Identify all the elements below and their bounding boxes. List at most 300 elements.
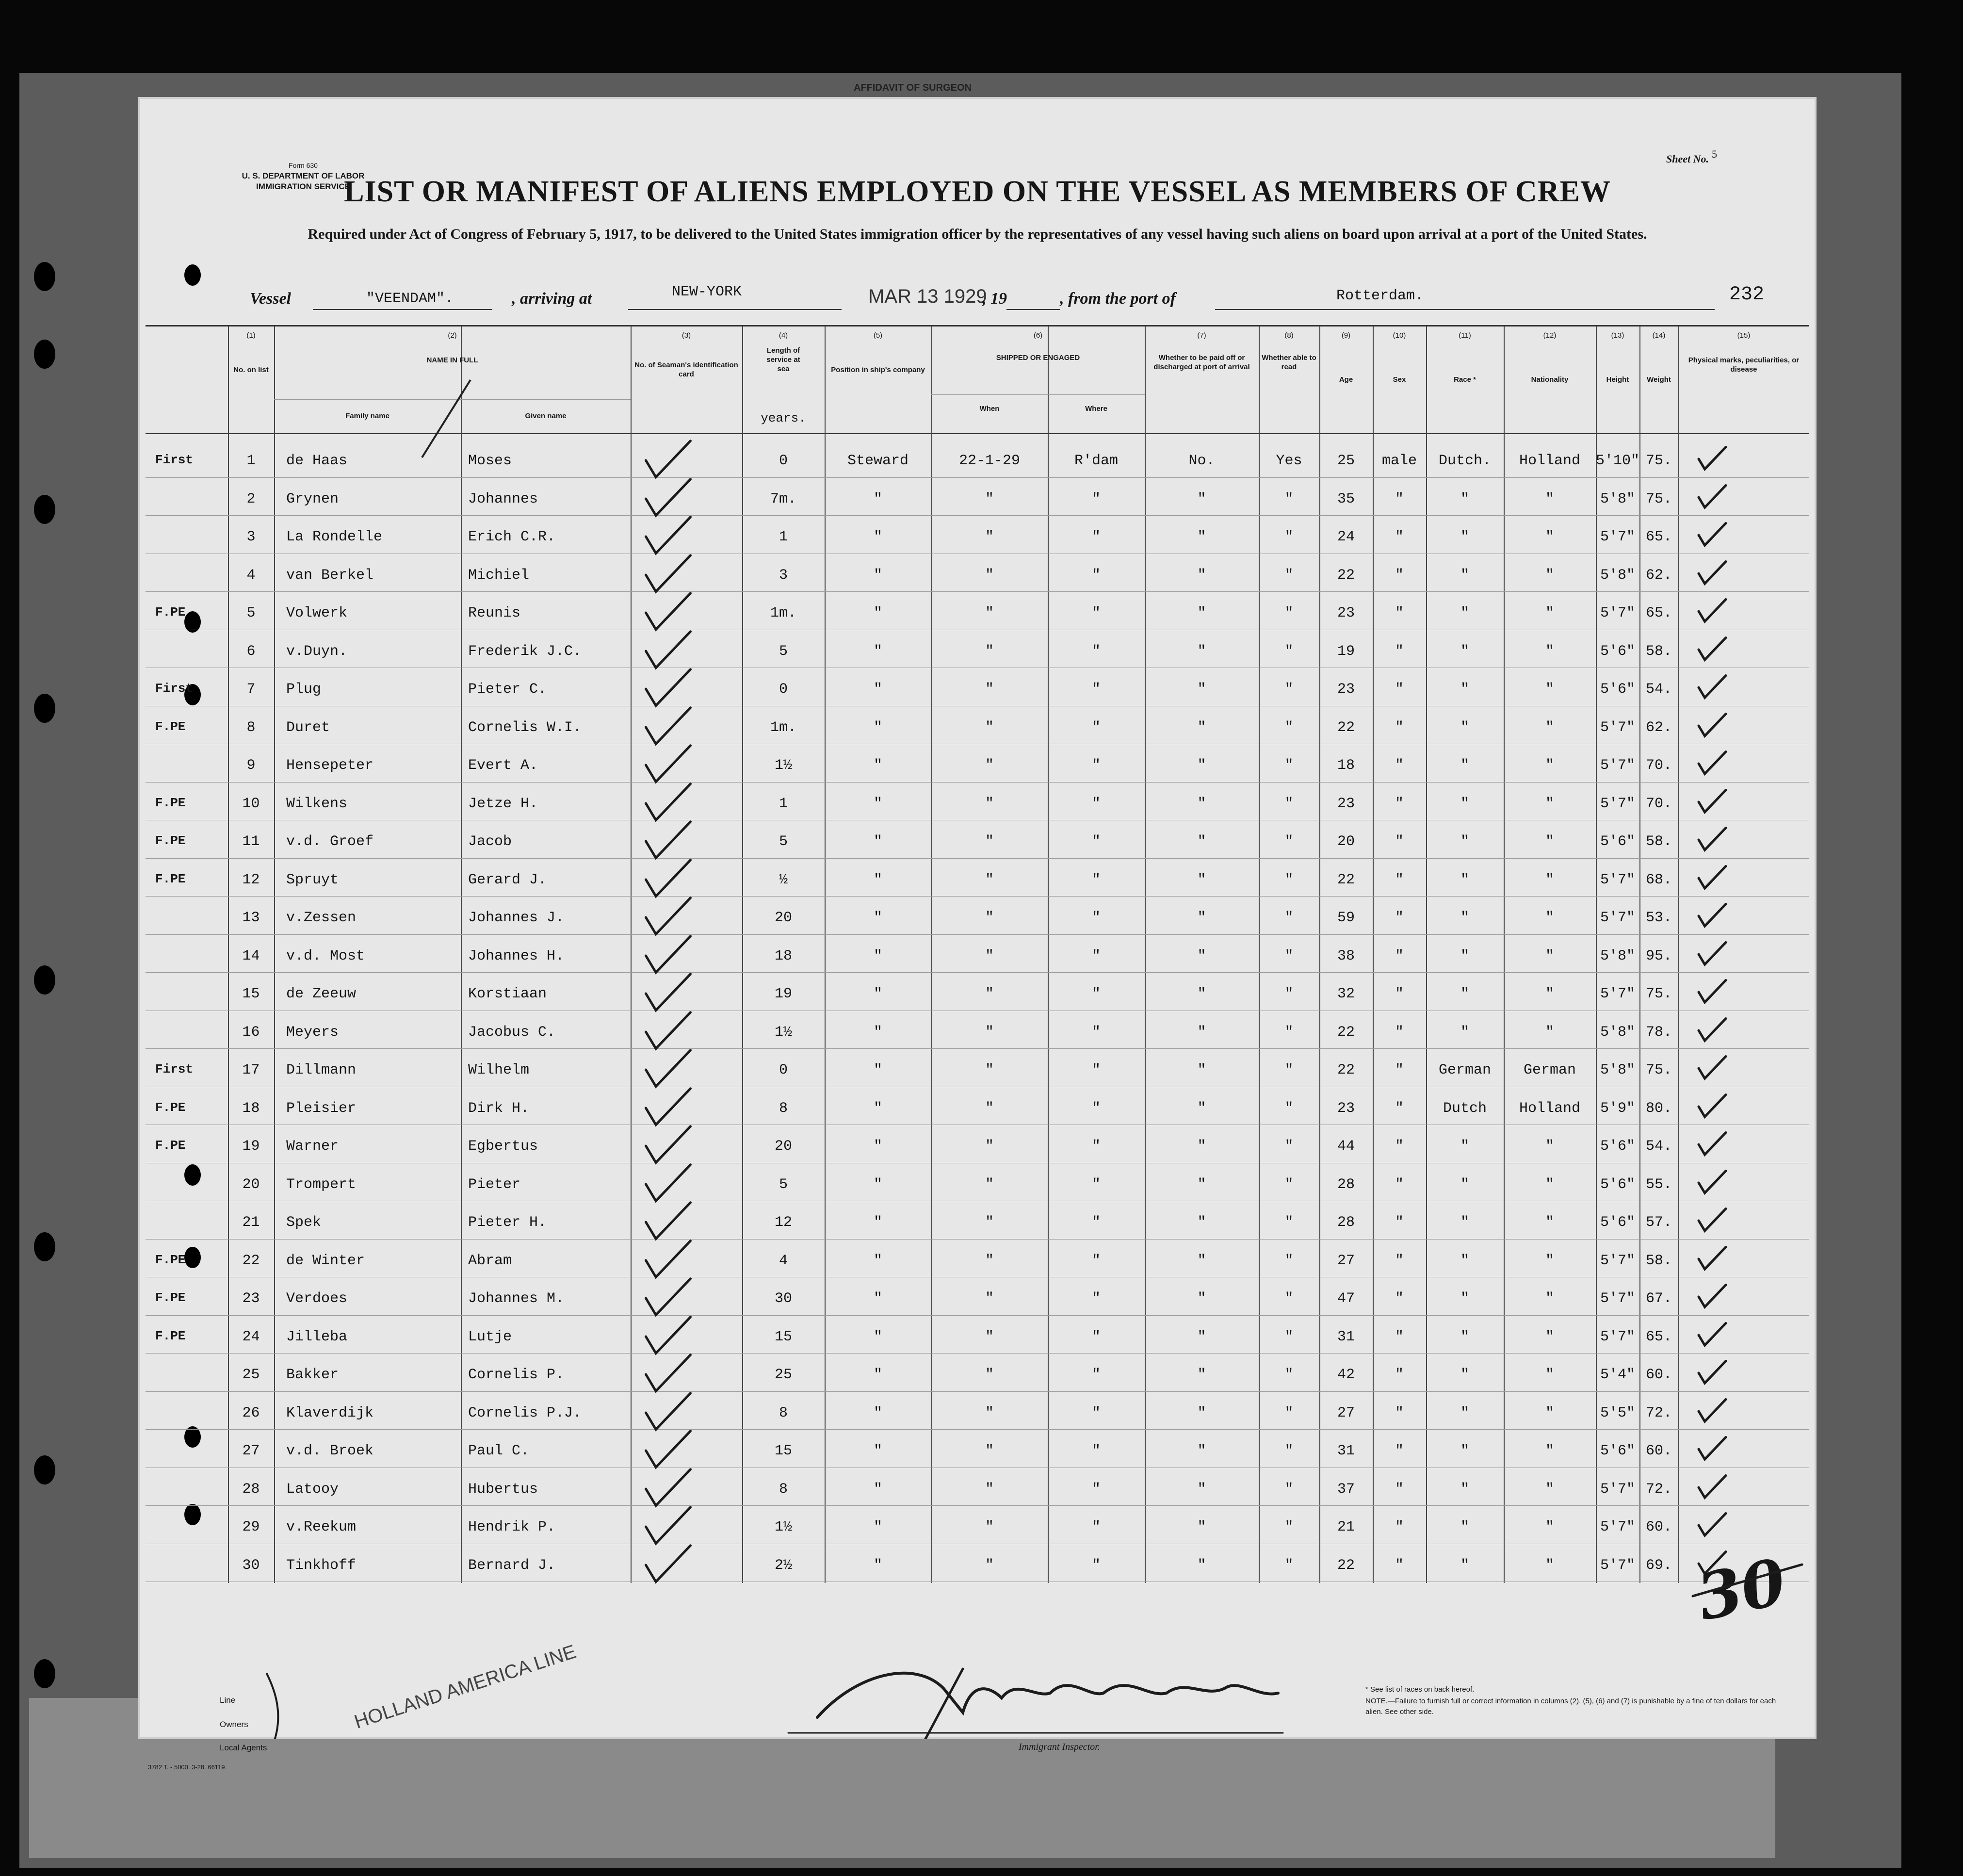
given-name: Hendrik P.	[468, 1519, 556, 1535]
family-name: de Haas	[286, 453, 348, 469]
height: 5'10"	[1596, 453, 1640, 469]
shipped-when: "	[985, 1519, 994, 1535]
paid-off: "	[1197, 490, 1206, 507]
sex: "	[1395, 1100, 1404, 1117]
header-seaman-card: No. of Seaman's identification card	[634, 361, 738, 378]
able-to-read: "	[1284, 1024, 1294, 1041]
list-number: 25	[242, 1367, 260, 1383]
vessel-label: Vessel	[250, 290, 291, 308]
shipped-where: "	[1091, 986, 1101, 1002]
paid-off: "	[1197, 986, 1206, 1002]
shipped-when: "	[985, 1138, 994, 1155]
shipped-when: "	[985, 947, 994, 964]
margin-note: F.PE	[155, 833, 186, 848]
family-name: Volwerk	[286, 605, 348, 621]
nationality: "	[1545, 1024, 1554, 1041]
position: "	[873, 490, 882, 507]
given-name: Johannes	[468, 490, 538, 507]
able-to-read: "	[1284, 1100, 1294, 1117]
height: 5'7"	[1600, 605, 1635, 621]
list-number: 23	[242, 1290, 260, 1307]
given-name: Jetze H.	[468, 795, 538, 812]
race: Dutch.	[1438, 453, 1492, 469]
shipped-when: "	[985, 1176, 994, 1193]
height: 5'7"	[1600, 757, 1635, 774]
list-number: 13	[242, 910, 260, 926]
position: "	[873, 1481, 882, 1498]
list-number: 16	[242, 1024, 260, 1041]
family-name: Plug	[286, 681, 322, 698]
signature	[817, 1673, 1278, 1717]
holland-america-stamp: HOLLAND AMERICA LINE	[352, 1641, 579, 1733]
race: "	[1460, 910, 1469, 926]
column-number: (13)	[1611, 331, 1624, 340]
list-number: 8	[246, 719, 256, 736]
header-length-service: Length of service at sea	[766, 346, 800, 373]
sex: "	[1395, 947, 1404, 964]
able-to-read: "	[1284, 1062, 1294, 1078]
length-of-service: 1	[779, 529, 788, 545]
able-to-read: "	[1284, 605, 1294, 621]
able-to-read: "	[1284, 529, 1294, 545]
length-of-service: 25	[774, 1367, 792, 1383]
weight: 75.	[1645, 453, 1672, 469]
paid-off: "	[1197, 1252, 1206, 1269]
paid-off: "	[1197, 910, 1206, 926]
race: "	[1460, 1404, 1469, 1421]
height: 5'6"	[1600, 1176, 1635, 1193]
shipped-when: "	[985, 795, 994, 812]
height: 5'6"	[1600, 1443, 1635, 1459]
height: 5'8"	[1600, 1024, 1635, 1041]
shipped-where: "	[1091, 1062, 1101, 1078]
length-of-service: 1½	[774, 757, 792, 774]
family-name: Hensepeter	[286, 757, 374, 774]
paid-off: "	[1197, 1290, 1206, 1307]
able-to-read: "	[1284, 719, 1294, 736]
paid-off: No.	[1188, 453, 1215, 469]
race: "	[1460, 871, 1469, 888]
paid-off: "	[1197, 1519, 1206, 1535]
sex: "	[1395, 490, 1404, 507]
age: 27	[1337, 1404, 1355, 1421]
binder-hole	[34, 340, 55, 369]
able-to-read: Yes	[1276, 453, 1302, 469]
shipped-where: "	[1091, 910, 1101, 926]
column-number: (3)	[681, 331, 691, 340]
nationality: "	[1545, 795, 1554, 812]
list-number: 9	[246, 757, 256, 774]
given-name: Hubertus	[468, 1481, 538, 1498]
race: "	[1460, 490, 1469, 507]
weight: 80.	[1645, 1100, 1672, 1117]
department-name: U. S. DEPARTMENT OF LABOR	[242, 171, 365, 180]
service-name: IMMIGRATION SERVICE	[256, 182, 350, 191]
paid-off: "	[1197, 529, 1206, 545]
weight: 65.	[1645, 529, 1672, 545]
shipped-when: "	[985, 986, 994, 1002]
manifest-page	[138, 97, 1817, 1771]
position: "	[873, 1367, 882, 1383]
sex: "	[1395, 910, 1404, 926]
age: 32	[1337, 986, 1355, 1002]
position: "	[873, 1328, 882, 1345]
margin-note: First	[155, 681, 194, 696]
binder-hole	[34, 1455, 55, 1484]
weight: 65.	[1645, 605, 1672, 621]
column-number: (14)	[1652, 331, 1666, 340]
sex: "	[1395, 1176, 1404, 1193]
header-shipped: SHIPPED OR ENGAGED	[996, 354, 1080, 362]
length-of-service: 0	[779, 1062, 788, 1078]
family-name: Spek	[286, 1214, 322, 1231]
sex: male	[1381, 453, 1417, 469]
able-to-read: "	[1284, 1328, 1294, 1345]
paid-off: "	[1197, 567, 1206, 584]
given-name: Johannes J.	[468, 910, 565, 926]
weight: 60.	[1645, 1519, 1672, 1535]
able-to-read: "	[1284, 1214, 1294, 1231]
header-position: Position in ship's company	[831, 366, 925, 374]
list-number: 5	[246, 605, 256, 621]
sex: "	[1395, 1138, 1404, 1155]
shipped-where: "	[1091, 1024, 1101, 1041]
header-family-name: Family name	[345, 412, 389, 420]
shipped-when: "	[985, 681, 994, 698]
family-name: v.d. Most	[286, 947, 365, 964]
vessel-name: "VEENDAM".	[366, 291, 454, 307]
age: 22	[1337, 1062, 1355, 1078]
arriving-label: , arriving at	[512, 290, 592, 308]
shipped-when: "	[985, 529, 994, 545]
margin-note: F.PE	[155, 871, 186, 886]
position: "	[873, 871, 882, 888]
shipped-where: "	[1091, 1138, 1101, 1155]
race: "	[1460, 1252, 1469, 1269]
shipped-when: "	[985, 1100, 994, 1117]
position: "	[873, 1024, 882, 1041]
paid-off: "	[1197, 1443, 1206, 1459]
age: 37	[1337, 1481, 1355, 1498]
age: 20	[1337, 833, 1355, 850]
age: 27	[1337, 1252, 1355, 1269]
able-to-read: "	[1284, 1138, 1294, 1155]
margin-note: First	[155, 453, 194, 467]
position: Steward	[847, 453, 909, 469]
shipped-where: "	[1091, 871, 1101, 888]
position: "	[873, 986, 882, 1002]
nationality: "	[1545, 490, 1554, 507]
family-name: Jilleba	[286, 1328, 348, 1345]
nationality: "	[1545, 1290, 1554, 1307]
penalty-note: NOTE.—Failure to furnish full or correct information in columns (2), (5), (6) and (7) is punishable by a fine of ten dollars for each alien. See other side.	[1365, 1697, 1776, 1716]
height: 5'5"	[1600, 1404, 1635, 1421]
length-of-service: 15	[774, 1328, 792, 1345]
column-number: (2)	[448, 331, 457, 340]
column-number: (6)	[1033, 331, 1043, 340]
header-height: Height	[1606, 375, 1629, 384]
list-number: 26	[242, 1404, 260, 1421]
family-name: Bakker	[286, 1367, 339, 1383]
sex: "	[1395, 1481, 1404, 1498]
shipped-when: "	[985, 1062, 994, 1078]
given-name: Cornelis W.I.	[468, 719, 582, 736]
header-years: years.	[761, 411, 806, 425]
length-of-service: 5	[779, 643, 788, 660]
sex: "	[1395, 1024, 1404, 1041]
print-code: 3782 T. - 5000. 3-28. 66119.	[148, 1763, 227, 1771]
shipped-where: "	[1091, 1252, 1101, 1269]
shipped-when: "	[985, 1481, 994, 1498]
length-of-service: 12	[774, 1214, 792, 1231]
able-to-read: "	[1284, 643, 1294, 660]
height: 5'6"	[1600, 643, 1635, 660]
nationality: German	[1523, 1062, 1576, 1078]
margin-note: F.PE	[155, 1252, 186, 1267]
height: 5'7"	[1600, 1557, 1635, 1574]
able-to-read: "	[1284, 986, 1294, 1002]
position: "	[873, 1100, 882, 1117]
length-of-service: 15	[774, 1443, 792, 1459]
race: "	[1460, 1519, 1469, 1535]
given-name: Evert A.	[468, 757, 538, 774]
nationality: "	[1545, 1367, 1554, 1383]
race: "	[1460, 947, 1469, 964]
margin-note: F.PE	[155, 605, 186, 620]
nationality: "	[1545, 947, 1554, 964]
age: 25	[1337, 453, 1355, 469]
margin-note: F.PE	[155, 1138, 186, 1153]
able-to-read: "	[1284, 1481, 1294, 1498]
header-nationality: Nationality	[1531, 375, 1569, 384]
given-name: Abram	[468, 1252, 512, 1269]
margin-note: F.PE	[155, 719, 186, 734]
shipped-where: "	[1091, 1519, 1101, 1535]
given-name: Jacob	[468, 833, 512, 850]
header-when: When	[979, 405, 1000, 413]
position: "	[873, 1404, 882, 1421]
age: 22	[1337, 567, 1355, 584]
race: German	[1438, 1062, 1492, 1078]
list-number: 11	[242, 833, 260, 850]
family-name: v.Reekum	[286, 1519, 357, 1535]
age: 31	[1337, 1328, 1355, 1345]
age: 23	[1337, 795, 1355, 812]
sex: "	[1395, 1367, 1404, 1383]
sex: "	[1395, 1443, 1404, 1459]
length-of-service: 8	[779, 1100, 788, 1117]
paid-off: "	[1197, 1557, 1206, 1574]
nationality: "	[1545, 833, 1554, 850]
given-name: Cornelis P.J.	[468, 1404, 582, 1421]
shipped-when: "	[985, 1328, 994, 1345]
family-name: Meyers	[286, 1024, 339, 1041]
able-to-read: "	[1284, 795, 1294, 812]
nationality: "	[1545, 681, 1554, 698]
weight: 75.	[1645, 986, 1672, 1002]
header-weight: Weight	[1647, 375, 1671, 384]
weight: 60.	[1645, 1443, 1672, 1459]
family-name: Warner	[286, 1138, 339, 1155]
nationality: "	[1545, 529, 1554, 545]
given-name: Johannes H.	[468, 947, 565, 964]
paid-off: "	[1197, 871, 1206, 888]
position: "	[873, 910, 882, 926]
shipped-where: "	[1091, 795, 1101, 812]
weight: 75.	[1645, 1062, 1672, 1078]
weight: 70.	[1645, 795, 1672, 812]
height: 5'7"	[1600, 1290, 1635, 1307]
length-of-service: 0	[779, 681, 788, 698]
ink-overlay	[138, 97, 1817, 1739]
shipped-when: "	[985, 1443, 994, 1459]
position: "	[873, 681, 882, 698]
given-name: Moses	[468, 453, 512, 469]
nationality: Holland	[1519, 453, 1581, 469]
position: "	[873, 1214, 882, 1231]
able-to-read: "	[1284, 757, 1294, 774]
paid-off: "	[1197, 1481, 1206, 1498]
family-name: Tinkhoff	[286, 1557, 357, 1574]
race: "	[1460, 1176, 1469, 1193]
nationality: "	[1545, 1443, 1554, 1459]
length-of-service: 7m.	[770, 490, 796, 507]
age: 38	[1337, 947, 1355, 964]
length-of-service: 18	[774, 947, 792, 964]
age: 44	[1337, 1138, 1355, 1155]
list-number: 15	[242, 986, 260, 1002]
binder-hole	[34, 262, 55, 291]
age: 23	[1337, 605, 1355, 621]
height: 5'4"	[1600, 1367, 1635, 1383]
family-name: Verdoes	[286, 1290, 348, 1307]
margin-note: F.PE	[155, 795, 186, 810]
header-no-on-list: No. on list	[233, 366, 269, 374]
sex: "	[1395, 986, 1404, 1002]
shipped-when: "	[985, 1252, 994, 1269]
race: "	[1460, 567, 1469, 584]
family-name: v.d. Broek	[286, 1443, 374, 1459]
height: 5'6"	[1600, 1138, 1635, 1155]
shipped-where: "	[1091, 1176, 1101, 1193]
height: 5'9"	[1600, 1100, 1635, 1117]
date-stamp: MAR 13 1929	[868, 286, 987, 307]
height: 5'6"	[1600, 681, 1635, 698]
list-number: 18	[242, 1100, 260, 1117]
list-number: 21	[242, 1214, 260, 1231]
binder-hole	[34, 495, 55, 524]
sex: "	[1395, 681, 1404, 698]
given-name: Korstiaan	[468, 986, 547, 1002]
weight: 95.	[1645, 947, 1672, 964]
race: "	[1460, 1367, 1469, 1383]
given-name: Gerard J.	[468, 871, 547, 888]
position: "	[873, 795, 882, 812]
paid-off: "	[1197, 1176, 1206, 1193]
race: "	[1460, 833, 1469, 850]
race-footnote: * See list of races on back hereof.	[1365, 1685, 1475, 1694]
position: "	[873, 567, 882, 584]
race: "	[1460, 1214, 1469, 1231]
age: 22	[1337, 871, 1355, 888]
position: "	[873, 529, 882, 545]
shipped-when: "	[985, 1290, 994, 1307]
length-of-service: 1½	[774, 1024, 792, 1041]
family-name: Grynen	[286, 490, 339, 507]
able-to-read: "	[1284, 1367, 1294, 1383]
header-paid-off: Whether to be paid off or discharged at port of arrival	[1153, 354, 1250, 371]
height: 5'7"	[1600, 529, 1635, 545]
able-to-read: "	[1284, 1519, 1294, 1535]
list-number: 30	[242, 1557, 260, 1574]
owners-label: Owners	[220, 1720, 248, 1729]
shipped-where: "	[1091, 1367, 1101, 1383]
position: "	[873, 833, 882, 850]
paid-off: "	[1197, 1328, 1206, 1345]
column-number: (8)	[1284, 331, 1294, 340]
able-to-read: "	[1284, 1443, 1294, 1459]
family-name: de Zeeuw	[286, 986, 357, 1002]
family-name: Trompert	[286, 1176, 357, 1193]
nationality: "	[1545, 757, 1554, 774]
length-of-service: 5	[779, 1176, 788, 1193]
nationality: "	[1545, 1557, 1554, 1574]
shipped-where: "	[1091, 757, 1101, 774]
length-of-service: 8	[779, 1481, 788, 1498]
height: 5'8"	[1600, 490, 1635, 507]
paid-off: "	[1197, 1138, 1206, 1155]
weight: 69.	[1645, 1557, 1672, 1574]
position: "	[873, 757, 882, 774]
shipped-where: "	[1091, 719, 1101, 736]
shipped-when: "	[985, 1404, 994, 1421]
shipped-where: "	[1091, 1100, 1101, 1117]
height: 5'7"	[1600, 795, 1635, 812]
header-name-in-full: NAME IN FULL	[426, 356, 478, 364]
family-name: de Winter	[286, 1252, 365, 1269]
sex: "	[1395, 1214, 1404, 1231]
age: 18	[1337, 757, 1355, 774]
paid-off: "	[1197, 833, 1206, 850]
sex: "	[1395, 757, 1404, 774]
paid-off: "	[1197, 1062, 1206, 1078]
column-number: (15)	[1737, 331, 1751, 340]
nationality: "	[1545, 1138, 1554, 1155]
age: 35	[1337, 490, 1355, 507]
race: "	[1460, 529, 1469, 545]
margin-note: F.PE	[155, 1328, 186, 1343]
list-number: 22	[242, 1252, 260, 1269]
age: 31	[1337, 1443, 1355, 1459]
sex: "	[1395, 719, 1404, 736]
given-name: Erich C.R.	[468, 529, 556, 545]
nationality: "	[1545, 719, 1554, 736]
shipped-where: "	[1091, 947, 1101, 964]
height: 5'8"	[1600, 947, 1635, 964]
sex: "	[1395, 1519, 1404, 1535]
nationality: Holland	[1519, 1100, 1581, 1117]
header-physical: Physical marks, peculiarities, or disease	[1688, 356, 1800, 374]
weight: 53.	[1645, 910, 1672, 926]
shipped-when: "	[985, 910, 994, 926]
column-number: (10)	[1393, 331, 1406, 340]
nationality: "	[1545, 910, 1554, 926]
shipped-where: "	[1091, 1481, 1101, 1498]
family-name: Latooy	[286, 1481, 339, 1498]
age: 42	[1337, 1367, 1355, 1383]
shipped-where: "	[1091, 567, 1101, 584]
shipped-where: "	[1091, 833, 1101, 850]
